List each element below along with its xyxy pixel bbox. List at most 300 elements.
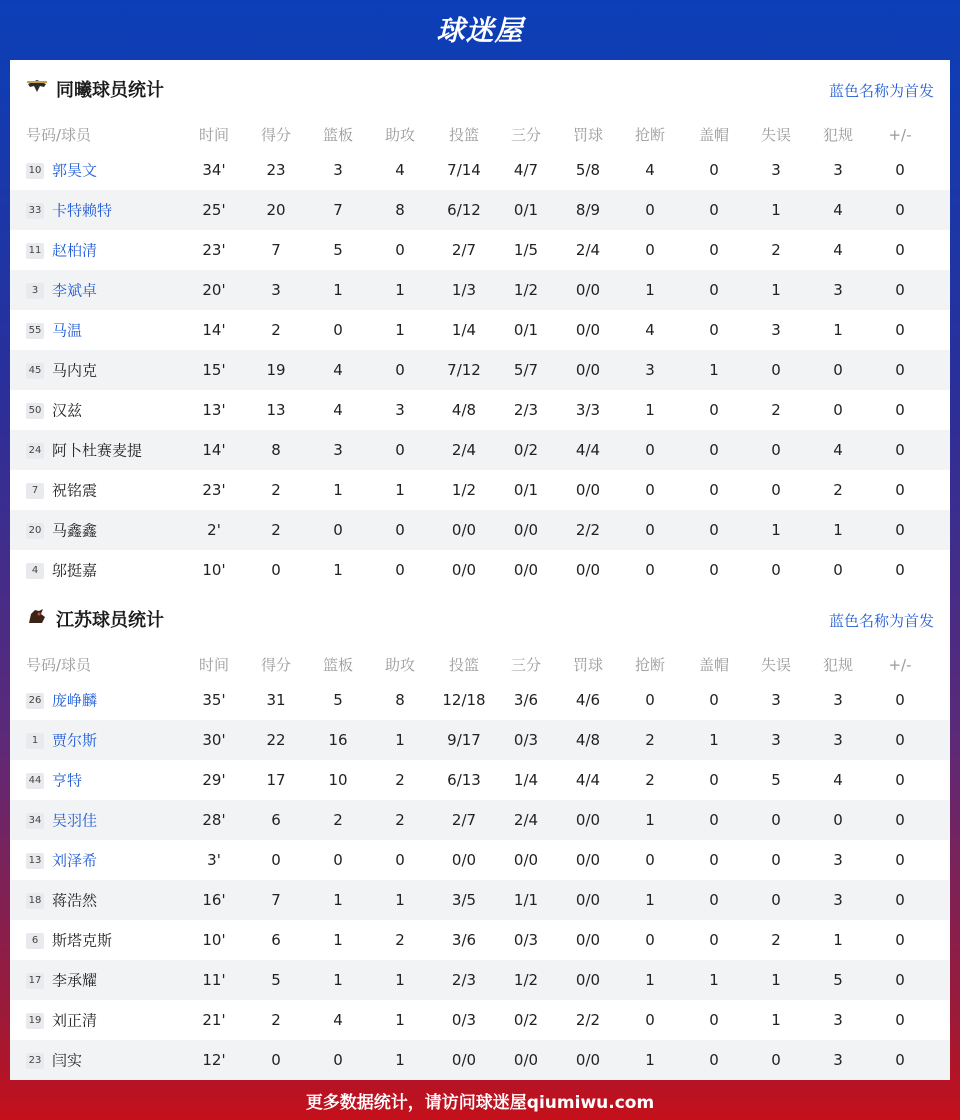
stat-minutes: 23' [202,481,226,499]
player-cell[interactable] [26,470,196,511]
stat-rebounds: 4 [333,361,343,379]
stat-steals: 0 [645,481,655,499]
stat-points: 20 [266,201,286,219]
stat-blocks: 1 [709,361,719,379]
stat-rebounds: 2 [333,811,343,829]
stat-free-throws: 8/9 [575,201,601,219]
table-row[interactable] [10,920,950,960]
stat-turnovers: 1 [771,1011,781,1029]
stat-fouls: 0 [833,361,843,379]
stat-assists: 0 [395,851,405,869]
brand-header [0,0,960,58]
stat-plus-minus: 0 [895,201,905,219]
player-name[interactable]: 庞峥麟 [52,691,98,710]
stat-fouls: 3 [833,1011,843,1029]
stat-assists: 2 [395,931,405,949]
stat-steals: 0 [645,201,655,219]
stat-plus-minus: 0 [895,401,905,419]
stat-free-throws: 5/8 [575,161,601,179]
stat-three-pointers: 1/5 [513,241,539,259]
stat-free-throws: 4/4 [575,771,601,789]
stat-steals: 2 [645,731,655,749]
jersey-number-badge: 50 [26,403,44,419]
player-name[interactable]: 刘泽希 [52,851,98,870]
stat-assists: 0 [395,441,405,459]
stat-field-goals: 0/3 [451,1011,477,1029]
player-name[interactable]: 马内克 [52,361,98,380]
stat-fouls: 5 [833,971,843,989]
stat-minutes: 14' [202,441,226,459]
stat-assists: 1 [395,971,405,989]
stat-turnovers: 1 [771,521,781,539]
stat-fouls: 3 [833,731,843,749]
stat-field-goals: 1/3 [451,281,477,299]
jersey-number-badge: 1 [26,733,44,749]
stat-fouls: 3 [833,691,843,709]
jersey-number-badge: 11 [26,243,44,259]
stat-free-throws: 4/8 [575,731,601,749]
stat-free-throws: 2/2 [575,1011,601,1029]
stat-turnovers: 1 [771,281,781,299]
stat-minutes: 3' [207,851,221,869]
stat-steals: 1 [645,811,655,829]
column-header-field-goals: 投篮 [448,656,479,674]
player-cell[interactable] [26,150,196,191]
stat-steals: 2 [645,771,655,789]
table-header-row [10,650,950,680]
table-row[interactable] [10,680,950,720]
stat-free-throws: 0/0 [575,811,601,829]
stat-turnovers: 2 [771,241,781,259]
stat-points: 7 [271,241,281,259]
stat-points: 13 [266,401,286,419]
player-cell[interactable] [26,1040,196,1081]
stat-free-throws: 2/2 [575,521,601,539]
column-header-steals: 抢断 [634,656,665,674]
stat-minutes: 10' [202,561,226,579]
player-cell[interactable] [26,550,196,591]
stat-blocks: 0 [709,161,719,179]
stat-blocks: 0 [709,691,719,709]
stat-fouls: 1 [833,931,843,949]
stat-plus-minus: 0 [895,931,905,949]
player-cell[interactable] [26,840,196,881]
player-name[interactable]: 斯塔克斯 [52,931,113,950]
player-cell[interactable] [26,680,196,721]
stat-steals: 1 [645,1051,655,1069]
stat-blocks: 1 [709,731,719,749]
player-name[interactable]: 蒋浩然 [52,891,98,910]
column-header-points: 得分 [260,126,291,144]
starter-legend-note: 蓝色名称为首发 [828,612,934,630]
stat-plus-minus: 0 [895,161,905,179]
stat-free-throws: 4/4 [575,441,601,459]
stat-fouls: 1 [833,321,843,339]
stat-plus-minus: 0 [895,731,905,749]
stat-blocks: 0 [709,481,719,499]
stat-free-throws: 0/0 [575,561,601,579]
stat-three-pointers: 1/2 [513,281,539,299]
stat-rebounds: 0 [333,1051,343,1069]
stat-blocks: 0 [709,281,719,299]
stat-points: 22 [266,731,286,749]
stat-minutes: 21' [202,1011,226,1029]
stat-three-pointers: 0/0 [513,851,539,869]
stat-field-goals: 2/4 [451,441,477,459]
stat-fouls: 4 [833,441,843,459]
player-name[interactable]: 郭昊文 [52,161,98,180]
stat-plus-minus: 0 [895,1051,905,1069]
stat-steals: 1 [645,971,655,989]
stat-turnovers: 0 [771,561,781,579]
brand-logo[interactable]: 球迷屋 [436,14,524,47]
stat-assists: 1 [395,281,405,299]
table-row[interactable] [10,720,950,760]
stat-assists: 0 [395,561,405,579]
stat-turnovers: 3 [771,161,781,179]
stat-assists: 0 [395,241,405,259]
player-cell[interactable] [26,1000,196,1041]
stat-rebounds: 1 [333,281,343,299]
jersey-number-badge: 4 [26,563,44,579]
player-name[interactable]: 马温 [52,321,83,340]
stat-turnovers: 0 [771,481,781,499]
player-cell[interactable] [26,880,196,921]
column-header-player: 号码/球员 [26,656,92,674]
stat-points: 6 [271,811,281,829]
stat-minutes: 15' [202,361,226,379]
stat-turnovers: 2 [771,931,781,949]
stat-points: 17 [266,771,286,789]
stat-turnovers: 3 [771,691,781,709]
table-row[interactable] [10,430,950,470]
stat-three-pointers: 4/7 [513,161,539,179]
stat-three-pointers: 0/1 [513,481,539,499]
stat-minutes: 20' [202,281,226,299]
column-header-rebounds: 篮板 [322,656,353,674]
stat-rebounds: 0 [333,321,343,339]
stat-field-goals: 1/4 [451,321,477,339]
stat-fouls: 0 [833,811,843,829]
stat-rebounds: 5 [333,691,343,709]
column-header-assists: 助攻 [384,126,415,144]
stat-free-throws: 0/0 [575,891,601,909]
player-name[interactable]: 贾尔斯 [52,731,98,750]
stat-field-goals: 12/18 [442,691,486,709]
player-name[interactable]: 汉兹 [52,401,83,420]
team-section [10,60,950,590]
stat-steals: 0 [645,1011,655,1029]
jersey-number-badge: 18 [26,893,44,909]
stat-plus-minus: 0 [895,241,905,259]
stat-plus-minus: 0 [895,321,905,339]
stat-rebounds: 4 [333,401,343,419]
player-cell[interactable] [26,960,196,1001]
table-row[interactable] [10,390,950,430]
stat-field-goals: 1/2 [451,481,477,499]
stat-fouls: 4 [833,241,843,259]
jersey-number-badge: 7 [26,483,44,499]
stat-three-pointers: 2/3 [513,401,539,419]
player-name[interactable]: 吴羽佳 [52,811,98,830]
player-cell[interactable] [26,390,196,431]
starter-legend-note: 蓝色名称为首发 [828,82,934,100]
table-row[interactable] [10,1000,950,1040]
stat-points: 0 [271,1051,281,1069]
stat-steals: 1 [645,281,655,299]
stat-free-throws: 0/0 [575,1051,601,1069]
stat-plus-minus: 0 [895,561,905,579]
table-row[interactable] [10,1040,950,1080]
stat-plus-minus: 0 [895,971,905,989]
player-name[interactable]: 刘正清 [52,1011,98,1030]
table-row[interactable] [10,150,950,190]
player-name[interactable]: 闫实 [52,1051,83,1070]
player-name[interactable]: 李斌卓 [52,281,98,300]
column-header-minutes: 时间 [198,126,229,144]
stat-fouls: 3 [833,891,843,909]
player-name[interactable]: 亨特 [52,771,83,790]
stat-plus-minus: 0 [895,1011,905,1029]
player-cell[interactable] [26,190,196,231]
column-header-blocks: 盖帽 [698,656,729,674]
stat-field-goals: 6/12 [447,201,481,219]
column-header-player: 号码/球员 [26,126,92,144]
player-cell[interactable] [26,510,196,551]
table-row[interactable] [10,960,950,1000]
stat-minutes: 28' [202,811,226,829]
column-header-fouls: 犯规 [822,656,853,674]
stat-points: 5 [271,971,281,989]
team-stats-title: 江苏球员统计 [56,610,164,631]
column-header-three-pointers: 三分 [510,656,541,674]
table-row[interactable] [10,550,950,590]
stat-plus-minus: 0 [895,851,905,869]
stat-blocks: 0 [709,1051,719,1069]
stat-turnovers: 5 [771,771,781,789]
team-stats-title: 同曦球员统计 [56,80,164,101]
stat-field-goals: 4/8 [451,401,477,419]
stat-blocks: 1 [709,971,719,989]
stat-steals: 0 [645,561,655,579]
stat-rebounds: 1 [333,561,343,579]
player-cell[interactable] [26,270,196,311]
column-header-steals: 抢断 [634,126,665,144]
table-row[interactable] [10,510,950,550]
stat-field-goals: 7/12 [447,361,481,379]
stat-assists: 8 [395,691,405,709]
column-header-field-goals: 投篮 [448,126,479,144]
team-section [10,590,950,1080]
table-row[interactable] [10,310,950,350]
stat-steals: 1 [645,891,655,909]
stat-turnovers: 0 [771,361,781,379]
jersey-number-badge: 6 [26,933,44,949]
stat-steals: 3 [645,361,655,379]
player-name[interactable]: 祝铭震 [52,481,98,500]
stat-minutes: 25' [202,201,226,219]
table-row[interactable] [10,470,950,510]
stat-turnovers: 1 [771,201,781,219]
stat-turnovers: 0 [771,1051,781,1069]
stat-fouls: 3 [833,161,843,179]
player-cell[interactable] [26,920,196,961]
stat-blocks: 0 [709,521,719,539]
stat-blocks: 0 [709,931,719,949]
stat-free-throws: 0/0 [575,321,601,339]
stat-rebounds: 1 [333,971,343,989]
player-cell[interactable] [26,720,196,761]
stat-minutes: 23' [202,241,226,259]
player-cell[interactable] [26,230,196,271]
column-header-three-pointers: 三分 [510,126,541,144]
jersey-number-badge: 33 [26,203,44,219]
stat-fouls: 3 [833,1051,843,1069]
stat-free-throws: 2/4 [575,241,601,259]
stat-minutes: 30' [202,731,226,749]
table-row[interactable] [10,840,950,880]
table-row[interactable] [10,230,950,270]
player-cell[interactable] [26,760,196,801]
stat-assists: 0 [395,361,405,379]
stat-plus-minus: 0 [895,891,905,909]
stat-points: 2 [271,521,281,539]
stat-plus-minus: 0 [895,521,905,539]
player-name[interactable]: 马鑫鑫 [52,521,98,540]
stat-assists: 3 [395,401,405,419]
stat-points: 6 [271,931,281,949]
stat-three-pointers: 0/2 [513,1011,539,1029]
stat-rebounds: 1 [333,931,343,949]
stat-blocks: 0 [709,321,719,339]
jersey-number-badge: 45 [26,363,44,379]
footer-link[interactable]: 更多数据统计，请访问球迷屋qiumiwu.com [305,1092,655,1113]
player-name[interactable]: 赵柏清 [52,241,98,260]
table-row[interactable] [10,190,950,230]
stat-blocks: 0 [709,241,719,259]
jersey-number-badge: 55 [26,323,44,339]
stat-free-throws: 0/0 [575,281,601,299]
stat-fouls: 0 [833,401,843,419]
stat-three-pointers: 1/2 [513,971,539,989]
stat-rebounds: 0 [333,521,343,539]
stat-rebounds: 1 [333,481,343,499]
column-header-turnovers: 失误 [760,656,791,674]
stat-three-pointers: 1/1 [513,891,539,909]
stat-plus-minus: 0 [895,441,905,459]
player-name[interactable]: 阿卜杜赛麦提 [52,441,143,460]
column-header-blocks: 盖帽 [698,126,729,144]
jersey-number-badge: 3 [26,283,44,299]
stat-field-goals: 0/0 [451,1051,477,1069]
stat-points: 23 [266,161,286,179]
jiangsu-team-logo-icon [26,608,48,626]
stat-blocks: 0 [709,891,719,909]
stat-steals: 4 [645,161,655,179]
column-header-turnovers: 失误 [760,126,791,144]
stat-points: 19 [266,361,286,379]
section-header [10,590,950,650]
stat-rebounds: 16 [328,731,348,749]
stat-assists: 2 [395,771,405,789]
table-row[interactable] [10,800,950,840]
stat-rebounds: 10 [328,771,348,789]
stat-points: 2 [271,321,281,339]
stat-assists: 0 [395,521,405,539]
jersey-number-badge: 26 [26,693,44,709]
stat-free-throws: 0/0 [575,361,601,379]
column-header-plus-minus: +/- [888,126,912,144]
stat-blocks: 0 [709,561,719,579]
stat-three-pointers: 0/2 [513,441,539,459]
player-cell[interactable] [26,310,196,351]
stat-three-pointers: 0/0 [513,1051,539,1069]
stat-points: 0 [271,561,281,579]
column-header-assists: 助攻 [384,656,415,674]
stat-assists: 2 [395,811,405,829]
stat-assists: 1 [395,1011,405,1029]
stat-steals: 0 [645,441,655,459]
player-name[interactable]: 卡特赖特 [52,201,113,220]
player-name[interactable]: 李承耀 [52,971,98,990]
stat-minutes: 14' [202,321,226,339]
jersey-number-badge: 19 [26,1013,44,1029]
stat-fouls: 4 [833,771,843,789]
stat-three-pointers: 3/6 [513,691,539,709]
stat-field-goals: 3/5 [451,891,477,909]
stat-rebounds: 0 [333,851,343,869]
stat-fouls: 2 [833,481,843,499]
table-row[interactable] [10,350,950,390]
table-header-row [10,120,950,150]
stat-steals: 1 [645,401,655,419]
stat-minutes: 29' [202,771,226,789]
table-row[interactable] [10,270,950,310]
stat-minutes: 11' [202,971,226,989]
player-name[interactable]: 邬挺嘉 [52,561,98,580]
stat-free-throws: 0/0 [575,851,601,869]
stat-free-throws: 0/0 [575,931,601,949]
column-header-minutes: 时间 [198,656,229,674]
stat-plus-minus: 0 [895,691,905,709]
stat-minutes: 12' [202,1051,226,1069]
stat-assists: 1 [395,731,405,749]
stat-plus-minus: 0 [895,811,905,829]
stat-free-throws: 0/0 [575,481,601,499]
stat-field-goals: 0/0 [451,561,477,579]
table-row[interactable] [10,880,950,920]
stat-field-goals: 7/14 [447,161,481,179]
stat-assists: 8 [395,201,405,219]
stat-turnovers: 0 [771,851,781,869]
stat-three-pointers: 0/1 [513,321,539,339]
table-row[interactable] [10,760,950,800]
stat-rebounds: 7 [333,201,343,219]
stat-rebounds: 3 [333,161,343,179]
player-cell[interactable] [26,800,196,841]
jersey-number-badge: 17 [26,973,44,989]
stat-rebounds: 4 [333,1011,343,1029]
stat-turnovers: 0 [771,891,781,909]
stat-assists: 1 [395,481,405,499]
stat-turnovers: 0 [771,811,781,829]
player-cell[interactable] [26,350,196,391]
stat-free-throws: 4/6 [575,691,601,709]
player-cell[interactable] [26,430,196,471]
stat-points: 8 [271,441,281,459]
jersey-number-badge: 23 [26,1053,44,1069]
stat-blocks: 0 [709,1011,719,1029]
